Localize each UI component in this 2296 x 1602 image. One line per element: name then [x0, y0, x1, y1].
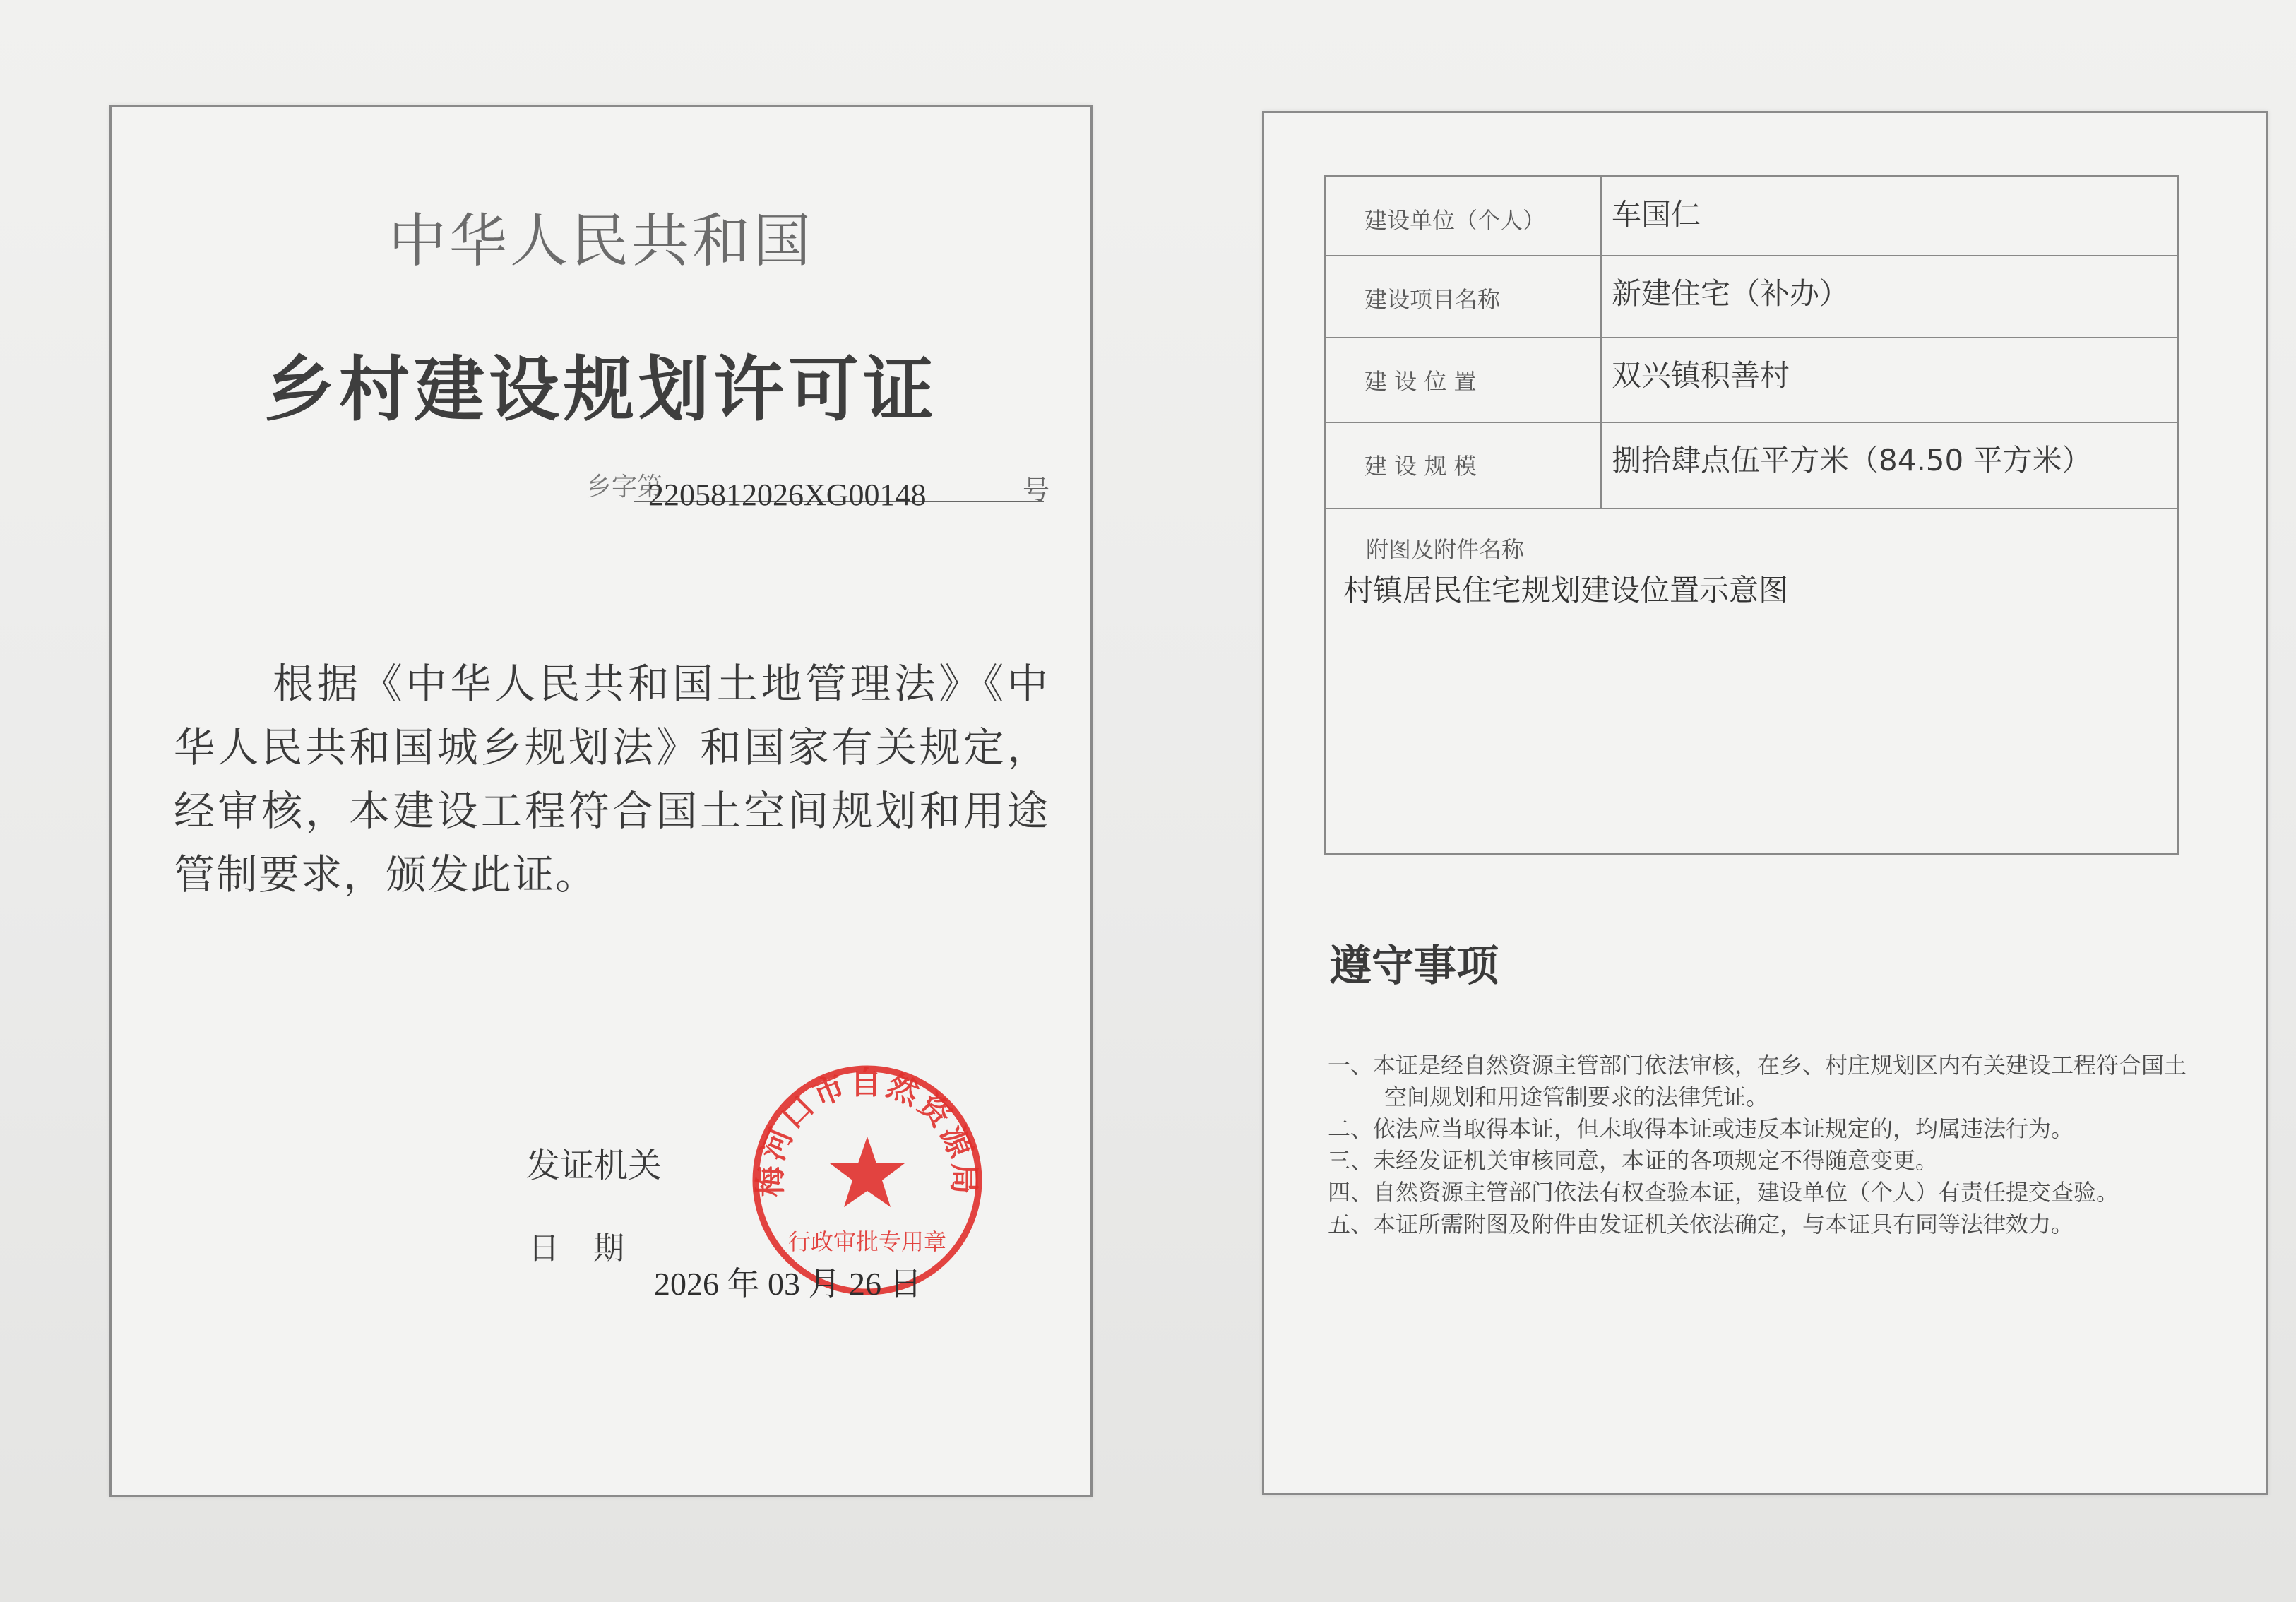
- notes-list: [1328, 1050, 2189, 1240]
- applicant-value: 车国仁: [1612, 197, 1701, 232]
- project-info-table: [1324, 175, 2179, 855]
- table-row: [1326, 177, 2177, 256]
- table-row: [1326, 256, 2177, 338]
- seal-star-icon: [830, 1137, 905, 1207]
- note-item: 三、未经发证机关审核同意，本证的各项规定不得随意变更。: [1328, 1147, 1939, 1174]
- country-name: 中华人民共和国: [388, 208, 814, 275]
- location-value: 双兴镇积善村: [1612, 358, 1790, 393]
- row-label: 建设项目名称: [1326, 256, 1602, 337]
- row-label: 建 设 规 模: [1326, 423, 1602, 508]
- certificate-back-page: [1262, 111, 2268, 1495]
- scale-value: 捌拾肆点伍平方米（84.50 平方米）: [1612, 443, 2092, 477]
- row-label: 建设单位（个人）: [1326, 177, 1602, 255]
- table-row: [1326, 423, 2177, 509]
- date-label: 日期: [528, 1230, 658, 1266]
- certificate-front-page: [109, 105, 1093, 1497]
- notes-heading: 遵守事项: [1329, 942, 1499, 991]
- note-item: 一、本证是经自然资源主管部门依法审核，在乡、村庄规划区内有关建设工程符合国土空间规划和用途管制要求的法律凭证。: [1328, 1052, 2187, 1110]
- number-suffix: 号: [1023, 475, 1050, 506]
- issue-date: 2026 年 03 月 26 日: [654, 1266, 922, 1302]
- issuer-label: 发证机关: [526, 1146, 662, 1185]
- project-name-value: 新建住宅（补办）: [1612, 276, 1850, 311]
- attachments-label: 附图及附件名称: [1366, 536, 1525, 563]
- certificate-title: 乡村建设规划许可证: [264, 348, 938, 431]
- certificate-number: 2205812026XG00148: [648, 477, 927, 512]
- note-item: 二、依法应当取得本证，但未取得本证或违反本证规定的，均属违法行为。: [1328, 1115, 2074, 1142]
- certificate-body-text: 根据《中华人民共和国土地管理法》《中华人民共和国城乡规划法》和国家有关规定，经审核，本建设工程符合国土空间规划和用途管制要求，颁发此证。: [174, 660, 1049, 898]
- seal-text: 梅河口市自然资源局: [752, 1065, 982, 1197]
- row-label: 建 设 位 置: [1326, 338, 1602, 422]
- attachments-value: 村镇居民住宅规划建设位置示意图: [1343, 573, 1789, 607]
- attachments-cell: [1326, 509, 2177, 853]
- table-row: [1326, 338, 2177, 423]
- number-prefix: 乡字第: [586, 473, 663, 502]
- note-item: 四、自然资源主管部门依法有权查验本证，建设单位（个人）有责任提交查验。: [1328, 1179, 2119, 1206]
- note-item: 五、本证所需附图及附件由发证机关依法确定，与本证具有同等法律效力。: [1328, 1211, 2074, 1238]
- seal-subtext: 行政审批专用章: [787, 1228, 947, 1255]
